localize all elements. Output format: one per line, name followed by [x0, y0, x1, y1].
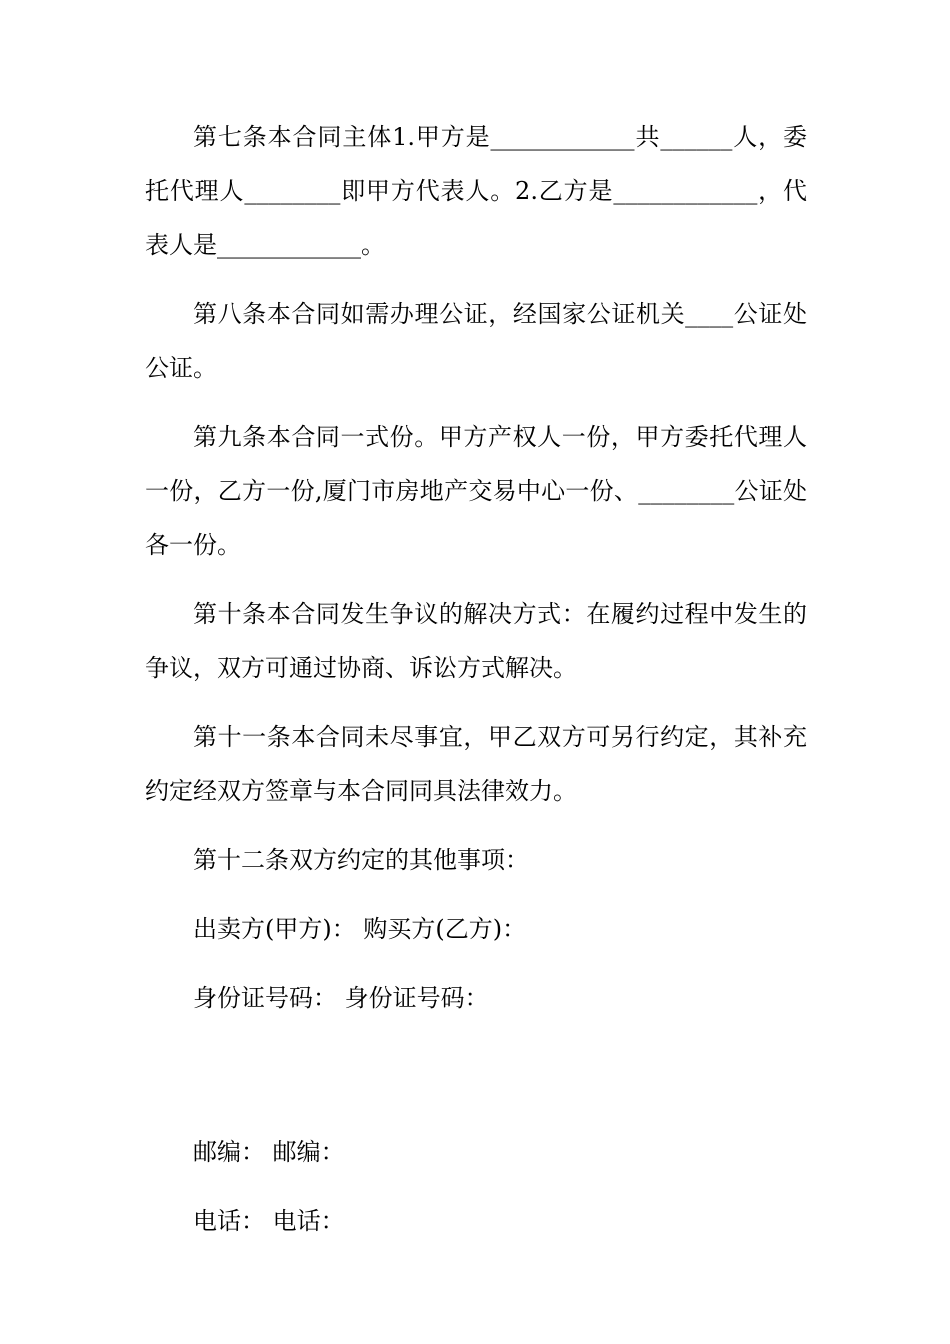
- paragraph-spacer: [145, 818, 807, 833]
- id-number-line: 身份证号码： 身份证号码：: [193, 984, 489, 1012]
- paragraph-spacer: [145, 956, 807, 971]
- article-12-paragraph: 第十二条双方约定的其他事项：: [193, 846, 529, 874]
- article-7-paragraph: 第七条本合同主体1.甲方是____________共______人，委托代理人________即甲方代表人。2.乙方是____________，代表人是____________。: [145, 123, 807, 259]
- blank-space: [145, 1025, 807, 1125]
- article-9-paragraph: 第九条本合同一式份。甲方产权人一份，甲方委托代理人一份，乙方一份,厦门市房地产交易中心一份、________公证处各一份。: [145, 423, 807, 559]
- paragraph-spacer: [145, 695, 807, 710]
- paragraph-spacer: [145, 887, 807, 902]
- postcode-line: 邮编： 邮编：: [193, 1138, 345, 1166]
- paragraph-spacer: [145, 1179, 807, 1194]
- article-10-paragraph: 第十条本合同发生争议的解决方式：在履约过程中发生的争议，双方可通过协商、诉讼方式解决。: [145, 600, 807, 682]
- article-11-paragraph: 第十一条本合同未尽事宜，甲乙双方可另行约定，其补充约定经双方签章与本合同同具法律效力。: [145, 723, 807, 805]
- parties-line: 出卖方(甲方)： 购买方(乙方)：: [193, 915, 527, 943]
- paragraph-spacer: [145, 272, 807, 287]
- article-8-paragraph: 第八条本合同如需办理公证，经国家公证机关____公证处公证。: [145, 300, 807, 382]
- paragraph-spacer: [145, 572, 807, 587]
- phone-line: 电话： 电话：: [193, 1207, 345, 1235]
- paragraph-spacer: [145, 395, 807, 410]
- document-body: [145, 110, 807, 1248]
